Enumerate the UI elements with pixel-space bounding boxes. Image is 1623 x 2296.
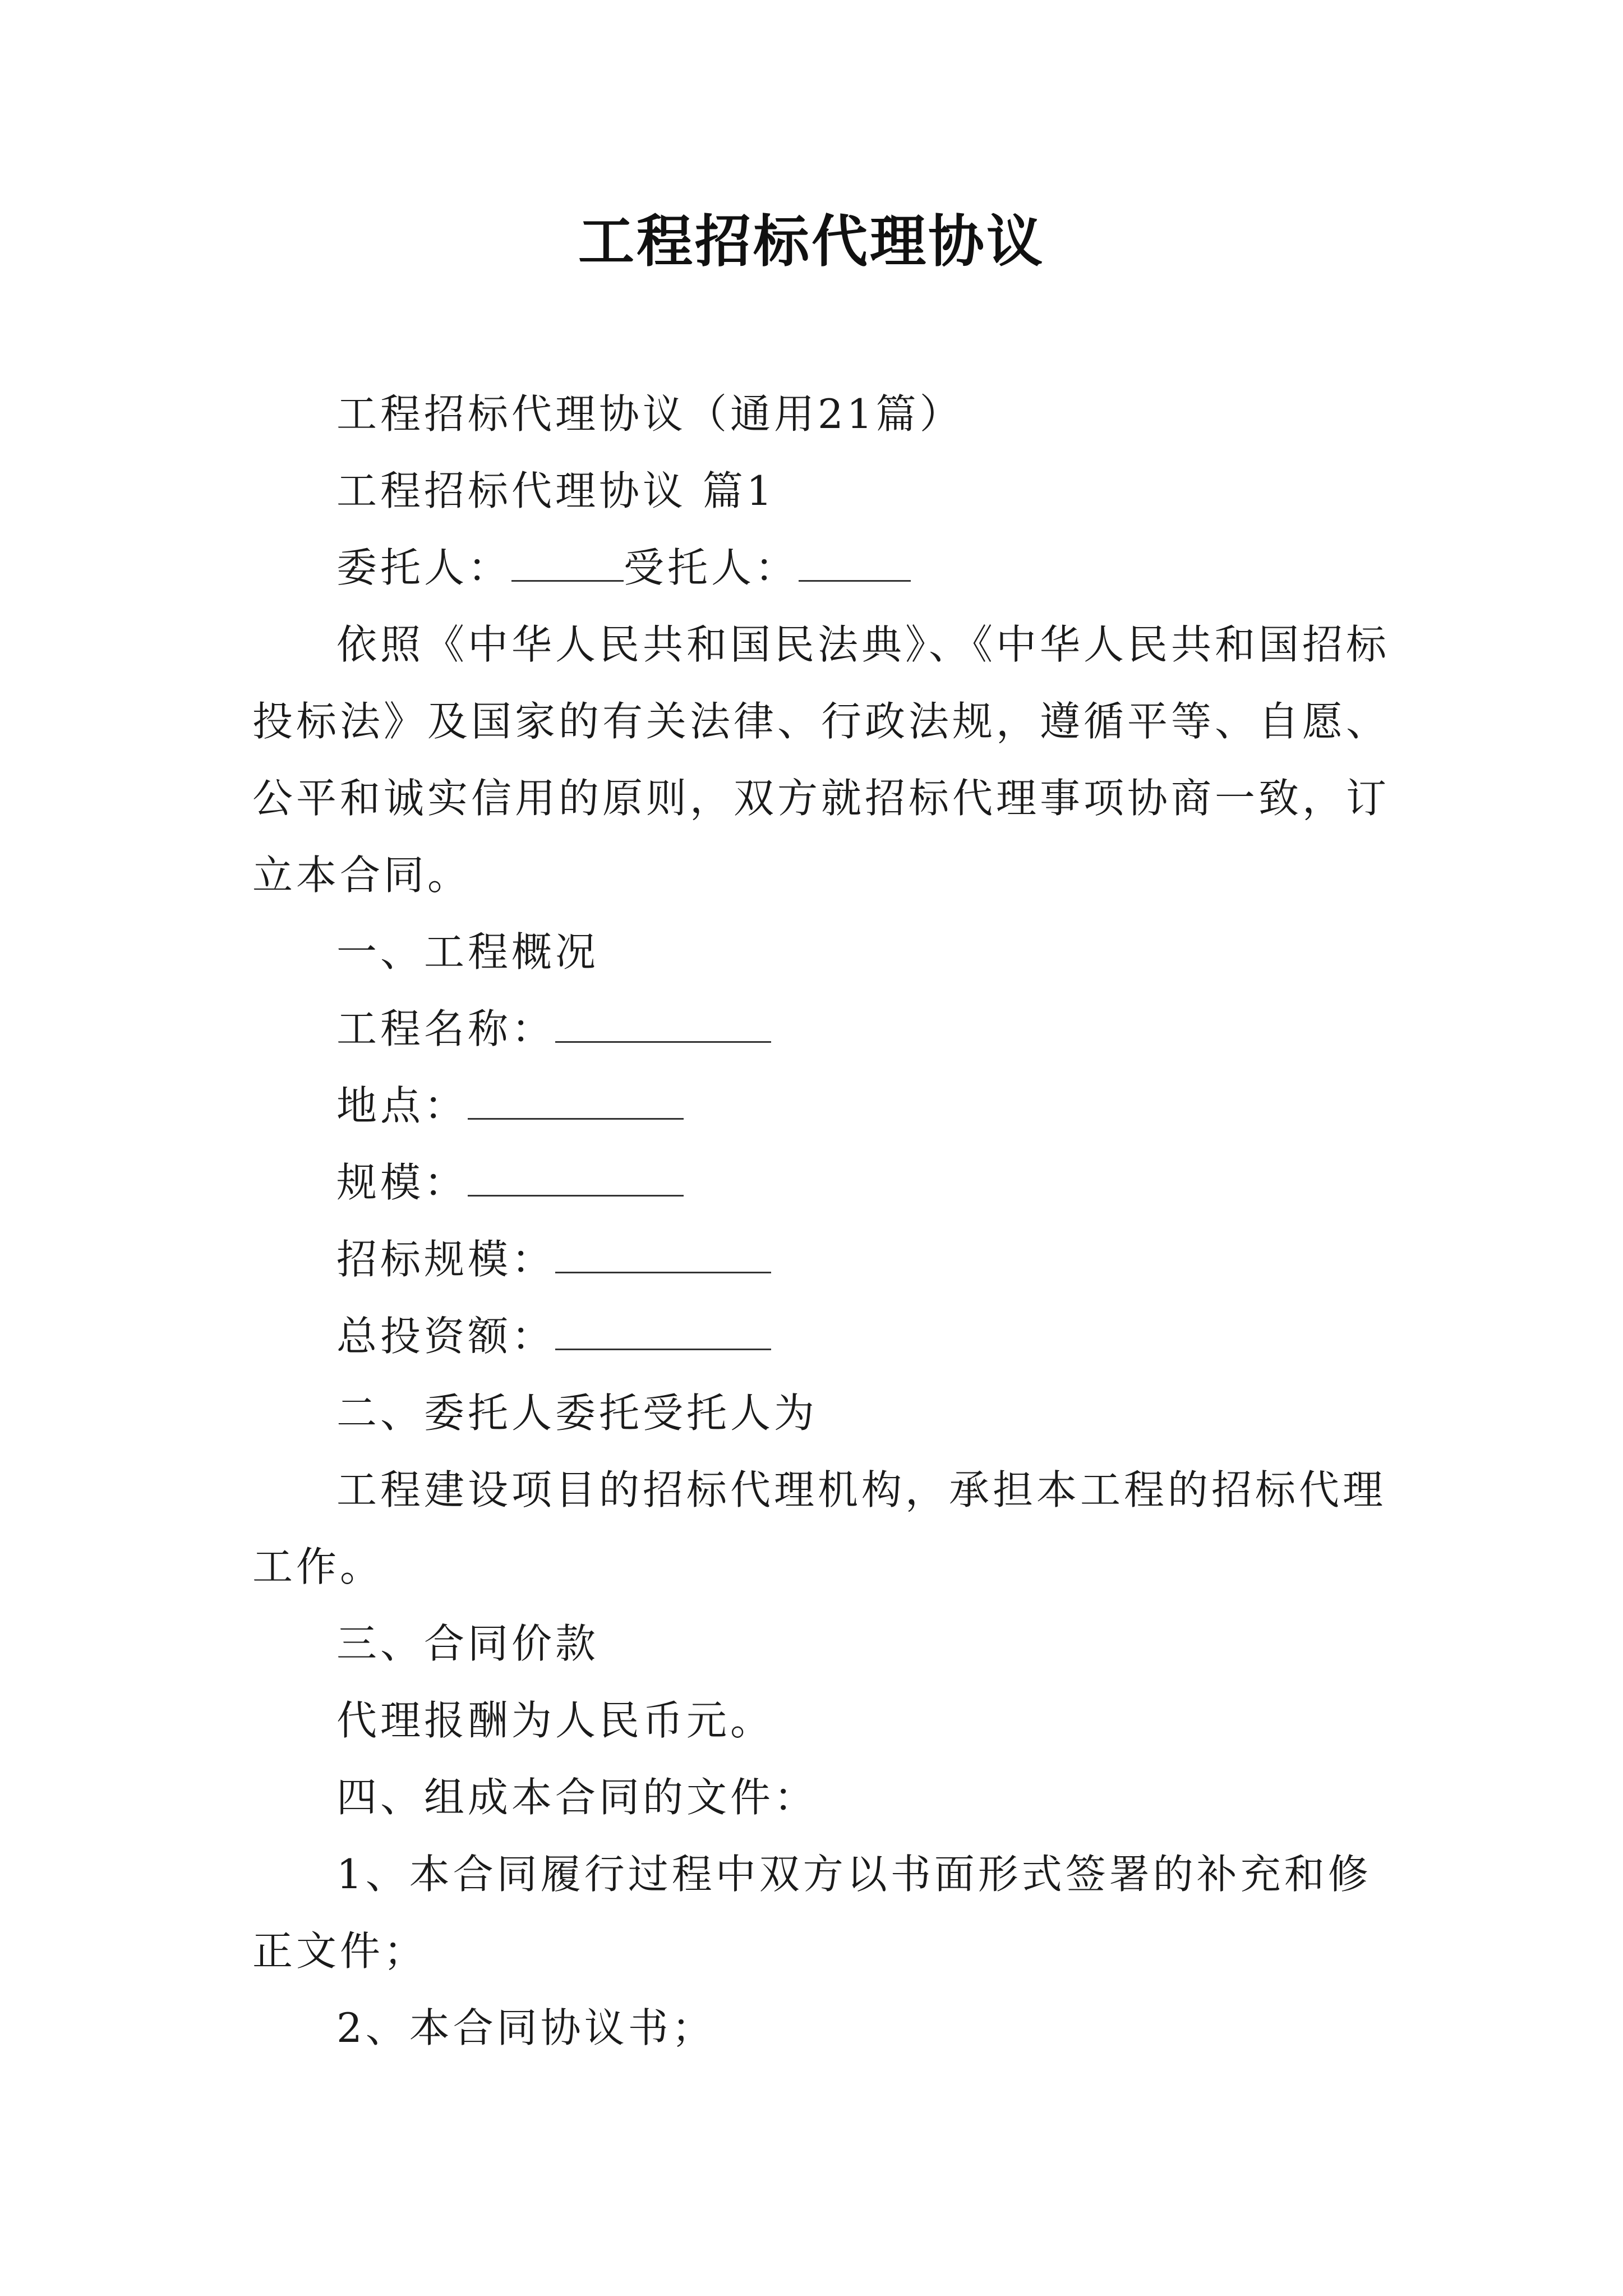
field-blank xyxy=(468,1158,684,1197)
intro-paragraph: 依照《中华人民共和国民法典》、《中华人民共和国招标投标法》及国家的有关法律、行政法规，遵循平等、自愿、公平和诚实信用的原则，双方就招标代理事项协商一致，订立本合同。 xyxy=(252,621,1390,899)
section3-text: 代理报酬为人民币元。 xyxy=(336,1697,774,1744)
agent-label: 受托人： xyxy=(624,544,799,591)
field-label: 工程名称： xyxy=(336,1005,556,1052)
section1-heading: 一、工程概况 xyxy=(336,928,600,976)
field-location xyxy=(252,1068,1402,1144)
field-scale xyxy=(252,1144,1402,1221)
section3-heading: 三、合同价款 xyxy=(336,1620,600,1667)
field-total-investment xyxy=(252,1298,1402,1375)
field-blank xyxy=(555,1312,771,1350)
document-body xyxy=(252,376,1402,2067)
section2-text: 工程建设项目的招标代理机构，承担本工程的招标代理工作。 xyxy=(252,1466,1387,1590)
list-item-1: 1、本合同履行过程中双方以书面形式签署的补充和修正文件； xyxy=(252,1851,1372,1975)
client-label: 委托人： xyxy=(336,544,512,591)
document-title: 工程招标代理协议 xyxy=(578,208,1045,274)
section-heading: 工程招标代理协议 篇1 xyxy=(336,467,776,514)
section2-heading: 二、委托人委托受托人为 xyxy=(336,1389,818,1437)
field-blank xyxy=(555,1004,771,1043)
field-project-name xyxy=(252,991,1402,1068)
section4-heading: 四、组成本合同的文件： xyxy=(336,1774,818,1821)
field-blank xyxy=(555,1235,771,1273)
field-blank xyxy=(468,1081,684,1120)
list-item-2: 2、本合同协议书； xyxy=(336,2004,716,2051)
client-blank xyxy=(511,543,624,582)
field-label: 地点： xyxy=(336,1082,468,1129)
field-label: 总投资额： xyxy=(336,1313,556,1360)
field-tender-scale xyxy=(252,1221,1402,1298)
subtitle: 工程招标代理协议（通用21篇） xyxy=(336,390,963,438)
agent-blank xyxy=(799,543,911,582)
field-label: 招标规模： xyxy=(336,1236,556,1283)
parties-line xyxy=(252,530,1402,606)
field-label: 规模： xyxy=(336,1159,468,1206)
